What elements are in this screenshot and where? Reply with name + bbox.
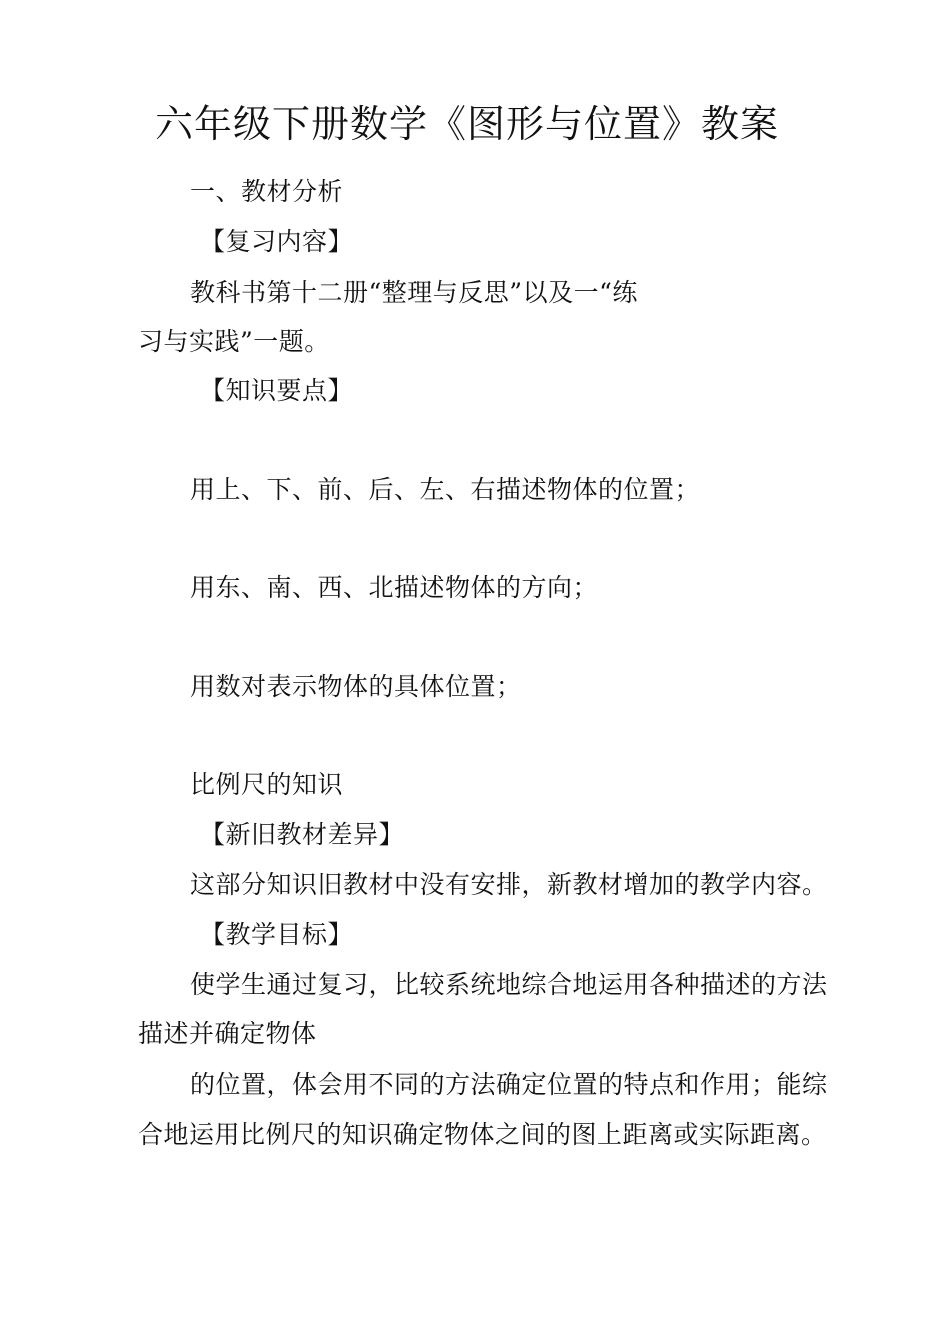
subheading-review-content: 【复习内容】 [200,227,354,256]
paragraph-line: 使学生通过复习，比较系统地综合地运用各种描述的方法 [190,970,828,999]
knowledge-point-item: 用东、南、西、北描述物体的方向； [190,573,599,602]
section-heading-textbook-analysis: 一、教材分析 [190,177,344,206]
paragraph-line: 这部分知识旧教材中没有安排，新教材增加的教学内容。 [190,870,828,899]
document-title: 六年级下册数学《图形与位置》教案 [154,102,779,146]
knowledge-point-item: 比例尺的知识 [190,770,344,799]
subheading-knowledge-points: 【知识要点】 [200,376,354,405]
subheading-material-differences: 【新旧教材差异】 [200,820,405,849]
knowledge-point-item: 用上、下、前、后、左、右描述物体的位置； [190,475,701,504]
subheading-teaching-goals: 【教学目标】 [200,920,354,949]
paragraph-line: 描述并确定物体 [138,1019,317,1048]
paragraph-line: 习与实践”一题。 [138,327,330,356]
paragraph-line: 的位置，体会用不同的方法确定位置的特点和作用；能综 [190,1070,828,1099]
knowledge-point-item: 用数对表示物体的具体位置； [190,672,522,701]
paragraph-line: 合地运用比例尺的知识确定物体之间的图上距离或实际距离。 [138,1120,827,1149]
paragraph-line: 教科书第十二册“整理与反思”以及一“练 [190,278,638,307]
